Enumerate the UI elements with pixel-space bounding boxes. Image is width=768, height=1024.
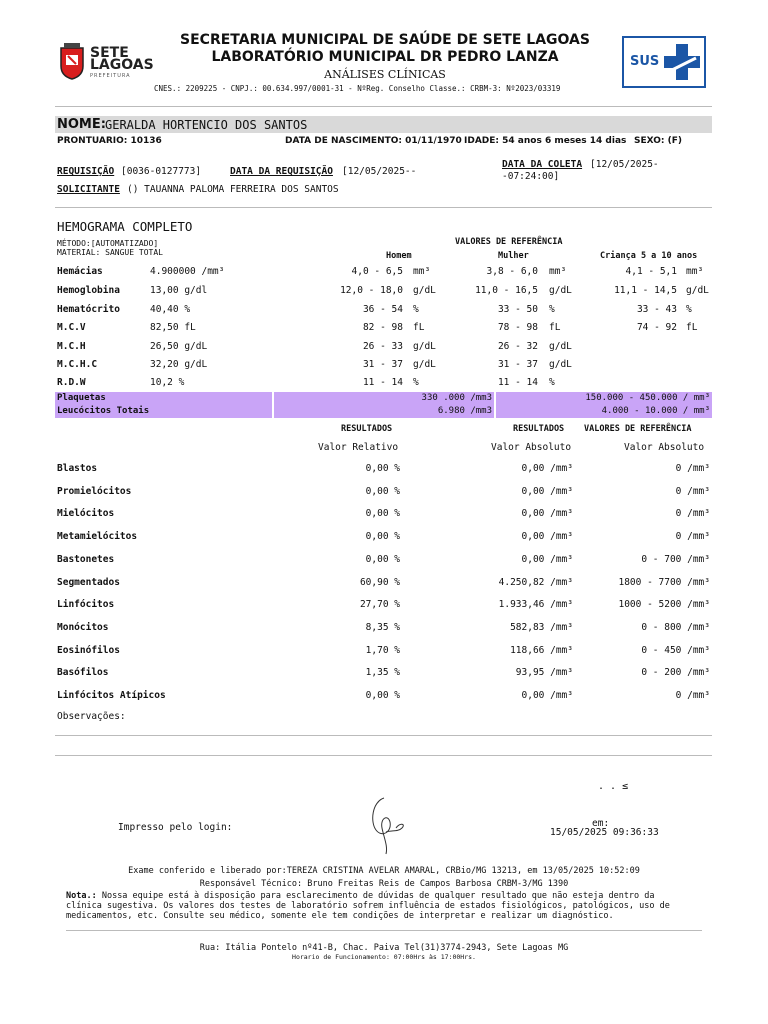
obs-divider-1	[55, 735, 712, 736]
header-title-1: SECRETARIA MUNICIPAL DE SAÚDE DE SETE LAGOAS	[180, 32, 590, 48]
wbc-row-relativo: 60,90 %	[359, 577, 400, 588]
col-mulher: Mulher	[498, 251, 529, 261]
nota-label: Nota.:	[66, 891, 97, 901]
wbc-row-ref: 0 - 200 /mm³	[641, 667, 710, 678]
solicitante-value: () TAUANNA PALOMA FERREIRA DOS SANTOS	[127, 184, 339, 195]
wbc-row-relativo: 0,00 %	[365, 486, 400, 497]
red-row-homem-unit: %	[413, 304, 419, 315]
nota-text-1: Nossa equipe está à disposição para esclarecimento de dúvidas de qualquer resultado que não esteja dentro da	[96, 891, 655, 901]
red-row-mulher: 11 - 14	[497, 377, 538, 388]
red-row-crianca: 11,1 - 14,5	[614, 285, 677, 296]
red-row-crianca: 4,1 - 5,1	[625, 266, 677, 277]
exam-material: MATERIAL: SANGUE TOTAL	[57, 248, 163, 257]
wbc-row-absoluto: 0,00 /mm³	[521, 554, 573, 565]
red-row-value: 40,40 %	[150, 304, 191, 315]
wbc-row-absoluto: 0,00 /mm³	[521, 463, 573, 474]
leucocitos-name: Leucócitos Totais	[57, 406, 150, 416]
red-row-homem-unit: g/dL	[413, 359, 436, 370]
patient-name-label: NOME:	[57, 117, 106, 132]
red-row-value: 10,2 %	[150, 377, 185, 388]
wbc-row-ref: 1800 - 7700 /mm³	[618, 577, 710, 588]
wbc-row-relativo: 0,00 %	[365, 531, 400, 542]
red-row-homem: 36 - 54	[362, 304, 403, 315]
header-title-2: LABORATÓRIO MUNICIPAL DR PEDRO LANZA	[211, 49, 559, 65]
red-row-mulher-unit: fL	[549, 322, 561, 333]
printed-by: Impresso pelo login:	[118, 822, 233, 833]
nota-line-3: medicamentos, etc. Consulte seu médico, somente ele tem condições de interpretar e realizar um diagnóstico.	[66, 911, 614, 921]
logo-text-sete: SETE	[90, 45, 129, 61]
red-row-homem: 82 - 98	[362, 322, 403, 333]
red-row-crianca-unit: g/dL	[686, 285, 709, 296]
wbc-row-absoluto: 0,00 /mm³	[521, 486, 573, 497]
red-row-mulher: 31 - 37	[497, 359, 538, 370]
patient-birth: DATA DE NASCIMENTO: 01/11/1970	[285, 136, 462, 146]
data-requisicao-value: [12/05/2025--	[342, 166, 417, 177]
red-row-mulher: 11,0 - 16,5	[475, 285, 538, 296]
plaquetas-ref: 150.000 - 450.000 / mm³	[585, 393, 710, 403]
wbc-row-ref: 0 - 700 /mm³	[641, 554, 710, 565]
sus-logo	[622, 36, 706, 88]
sus-logo-text: SUS	[630, 54, 660, 69]
city-logo	[56, 42, 156, 82]
red-row-mulher-unit: mm³	[549, 266, 567, 277]
red-row-homem-unit: fL	[413, 322, 425, 333]
leucocitos-ref: 4.000 - 10.000 / mm³	[601, 406, 710, 416]
red-row-homem-unit: g/dL	[413, 341, 436, 352]
red-row-value: 13,00 g/dl	[150, 285, 208, 296]
requisicao-label: REQUISIÇÃO	[57, 166, 115, 177]
wbc-row-absoluto: 582,83 /mm³	[510, 622, 573, 633]
col-crianca: Criança 5 a 10 anos	[600, 251, 698, 261]
red-row-crianca-unit: mm³	[686, 266, 704, 277]
red-row-homem: 4,0 - 6,5	[351, 266, 403, 277]
wbc-row-ref: 0 - 450 /mm³	[641, 645, 710, 656]
solicitante-label: SOLICITANTE	[57, 184, 120, 195]
red-row-name: Hemoglobina	[57, 285, 120, 296]
wbc-row-relativo: 0,00 %	[365, 554, 400, 565]
wbc-row-absoluto: 1.933,46 /mm³	[498, 599, 573, 610]
wbc-row-absoluto: 93,95 /mm³	[515, 667, 573, 678]
exam-title: HEMOGRAMA COMPLETO	[57, 219, 193, 234]
wbc-sub-absoluto: Valor Absoluto	[491, 442, 572, 453]
red-row-homem: 26 - 33	[362, 341, 403, 352]
red-row-mulher-unit: %	[549, 304, 555, 315]
wbc-row-ref: 0 /mm³	[675, 531, 710, 542]
requisicao-value: [0036-0127773]	[121, 166, 202, 177]
red-row-homem: 31 - 37	[362, 359, 403, 370]
data-requisicao-label: DATA DA REQUISIÇÃO	[230, 166, 333, 177]
footer-divider	[66, 930, 702, 931]
wbc-row-ref: 0 /mm³	[675, 463, 710, 474]
red-row-mulher: 3,8 - 6,0	[486, 266, 538, 277]
wbc-row-absoluto: 4.250,82 /mm³	[498, 577, 573, 588]
sus-cross-icon	[662, 42, 702, 82]
wbc-row-name: Eosinófilos	[57, 645, 120, 656]
exam-metodo: MÉTODO:[AUTOMATIZADO]	[57, 239, 159, 248]
red-row-name: M.C.V	[57, 322, 86, 333]
nota-line-2: clínica sugestiva. Os valores dos testes de laboratório sofrem influência de estados fisiológicos, patológicos, uso de	[66, 901, 670, 911]
header-divider	[55, 106, 712, 107]
wbc-row-relativo: 1,70 %	[365, 645, 400, 656]
wbc-row-ref: 0 /mm³	[675, 486, 710, 497]
wbc-row-absoluto: 118,66 /mm³	[510, 645, 573, 656]
red-row-mulher: 33 - 50	[497, 304, 538, 315]
wbc-row-name: Blastos	[57, 463, 98, 474]
obs-divider-2	[55, 755, 712, 756]
red-row-name: M.C.H.C	[57, 359, 98, 370]
wbc-row-ref: 1000 - 5200 /mm³	[618, 599, 710, 610]
wbc-sub-ref: Valor Absoluto	[624, 442, 705, 453]
logo-text-lagoas: LAGOAS	[90, 57, 154, 73]
wbc-row-name: Promielócitos	[57, 486, 132, 497]
red-row-crianca: 33 - 43	[636, 304, 677, 315]
red-row-mulher-unit: g/dL	[549, 285, 572, 296]
red-row-homem: 12,0 - 18,0	[340, 285, 403, 296]
header-registry: CNES.: 2209225 - CNPJ.: 00.634.997/0001-31 - NºReg. Conselho Classe.: CRBM-3: Nº2023/03319	[154, 84, 561, 93]
wbc-row-name: Bastonetes	[57, 554, 115, 565]
red-row-homem-unit: g/dL	[413, 285, 436, 296]
red-row-value: 32,20 g/dL	[150, 359, 208, 370]
patient-divider	[55, 207, 712, 208]
wbc-head-resultados-2: RESULTADOS	[513, 424, 565, 434]
red-row-value: 26,50 g/dL	[150, 341, 208, 352]
wbc-row-absoluto: 0,00 /mm³	[521, 690, 573, 701]
wbc-row-absoluto: 0,00 /mm³	[521, 531, 573, 542]
leucocitos-value: 6.980 /mm3	[437, 406, 492, 416]
wbc-head-resultados-1: RESULTADOS	[341, 424, 393, 434]
ref-title: VALORES DE REFERÊNCIA	[455, 237, 563, 247]
red-row-mulher: 78 - 98	[497, 322, 538, 333]
patient-age: IDADE: 54 anos 6 meses 14 dias	[464, 136, 627, 146]
patient-prontuario: PRONTUARIO: 10136	[57, 136, 162, 146]
printed-em-value: 15/05/2025 09:36:33	[550, 827, 659, 838]
wbc-row-name: Segmentados	[57, 577, 120, 588]
logo-text-prefeitura: PREFEITURA	[90, 73, 131, 79]
red-row-name: Hematócrito	[57, 304, 120, 315]
header-subtitle: ANÁLISES CLÍNICAS	[324, 68, 446, 81]
wbc-row-name: Linfócitos	[57, 599, 115, 610]
wbc-row-name: Mielócitos	[57, 508, 115, 519]
wbc-row-relativo: 8,35 %	[365, 622, 400, 633]
plaquetas-value: 330 .000 /mm3	[421, 393, 492, 403]
wbc-row-name: Basófilos	[57, 667, 109, 678]
responsavel-line: Responsável Técnico: Bruno Freitas Reis de Campos Barbosa CRBM-3/MG 1390	[199, 879, 569, 889]
hours-line: Horario de Funcionamento: 07:00Hrs às 17:00Hrs.	[292, 953, 476, 961]
wbc-row-relativo: 1,35 %	[365, 667, 400, 678]
col-homem: Homem	[386, 251, 412, 261]
red-row-mulher-unit: g/dL	[549, 359, 572, 370]
red-row-mulher: 26 - 32	[497, 341, 538, 352]
red-row-homem: 11 - 14	[362, 377, 403, 388]
red-row-name: Hemácias	[57, 266, 103, 277]
conferido-line: Exame conferido e liberado por:TEREZA CRISTINA AVELAR AMARAL, CRBio/MG 13213, em 13/05/2025 10:52:09	[128, 866, 640, 876]
wbc-row-relativo: 0,00 %	[365, 690, 400, 701]
red-row-crianca-unit: %	[686, 304, 692, 315]
footer-marks: . . ≤	[598, 781, 629, 792]
red-row-homem-unit: %	[413, 377, 419, 388]
data-coleta-value-2: -07:24:00]	[502, 171, 560, 182]
signature-image	[362, 792, 412, 862]
city-shield-icon	[58, 42, 86, 80]
address-line: Rua: Itália Pontelo nº41-B, Chac. Paiva Tel(31)3774-2943, Sete Lagoas MG	[199, 943, 569, 953]
printed-em-label: em:	[592, 818, 610, 829]
wbc-row-ref: 0 /mm³	[675, 508, 710, 519]
red-row-value: 82,50 fL	[150, 322, 196, 333]
patient-sex: SEXO: (F)	[634, 136, 683, 146]
data-coleta-value-1: [12/05/2025-	[590, 159, 659, 170]
wbc-head-ref: VALORES DE REFERÊNCIA	[584, 424, 692, 434]
wbc-row-name: Monócitos	[57, 622, 109, 633]
wbc-row-relativo: 0,00 %	[365, 463, 400, 474]
plaquetas-name: Plaquetas	[57, 393, 106, 403]
wbc-sub-relativo: Valor Relativo	[318, 442, 399, 453]
wbc-row-name: Linfócitos Atípicos	[57, 690, 166, 701]
red-row-value: 4.900000 /mm³	[150, 266, 225, 277]
red-row-homem-unit: mm³	[413, 266, 431, 277]
red-row-mulher-unit: g/dL	[549, 341, 572, 352]
wbc-row-relativo: 0,00 %	[365, 508, 400, 519]
patient-name: GERALDA HORTENCIO DOS SANTOS	[105, 118, 308, 132]
red-row-crianca-unit: fL	[686, 322, 698, 333]
nota-block	[66, 891, 670, 921]
wbc-row-ref: 0 /mm³	[675, 690, 710, 701]
red-row-name: M.C.H	[57, 341, 86, 352]
nota-line-1	[66, 891, 670, 901]
red-row-mulher-unit: %	[549, 377, 555, 388]
data-coleta-label: DATA DA COLETA	[502, 159, 583, 170]
wbc-row-absoluto: 0,00 /mm³	[521, 508, 573, 519]
red-row-crianca: 74 - 92	[636, 322, 677, 333]
wbc-row-name: Metamielócitos	[57, 531, 138, 542]
observacoes: Observações:	[57, 711, 126, 722]
wbc-row-ref: 0 - 800 /mm³	[641, 622, 710, 633]
wbc-row-relativo: 27,70 %	[359, 599, 400, 610]
red-row-name: R.D.W	[57, 377, 86, 388]
